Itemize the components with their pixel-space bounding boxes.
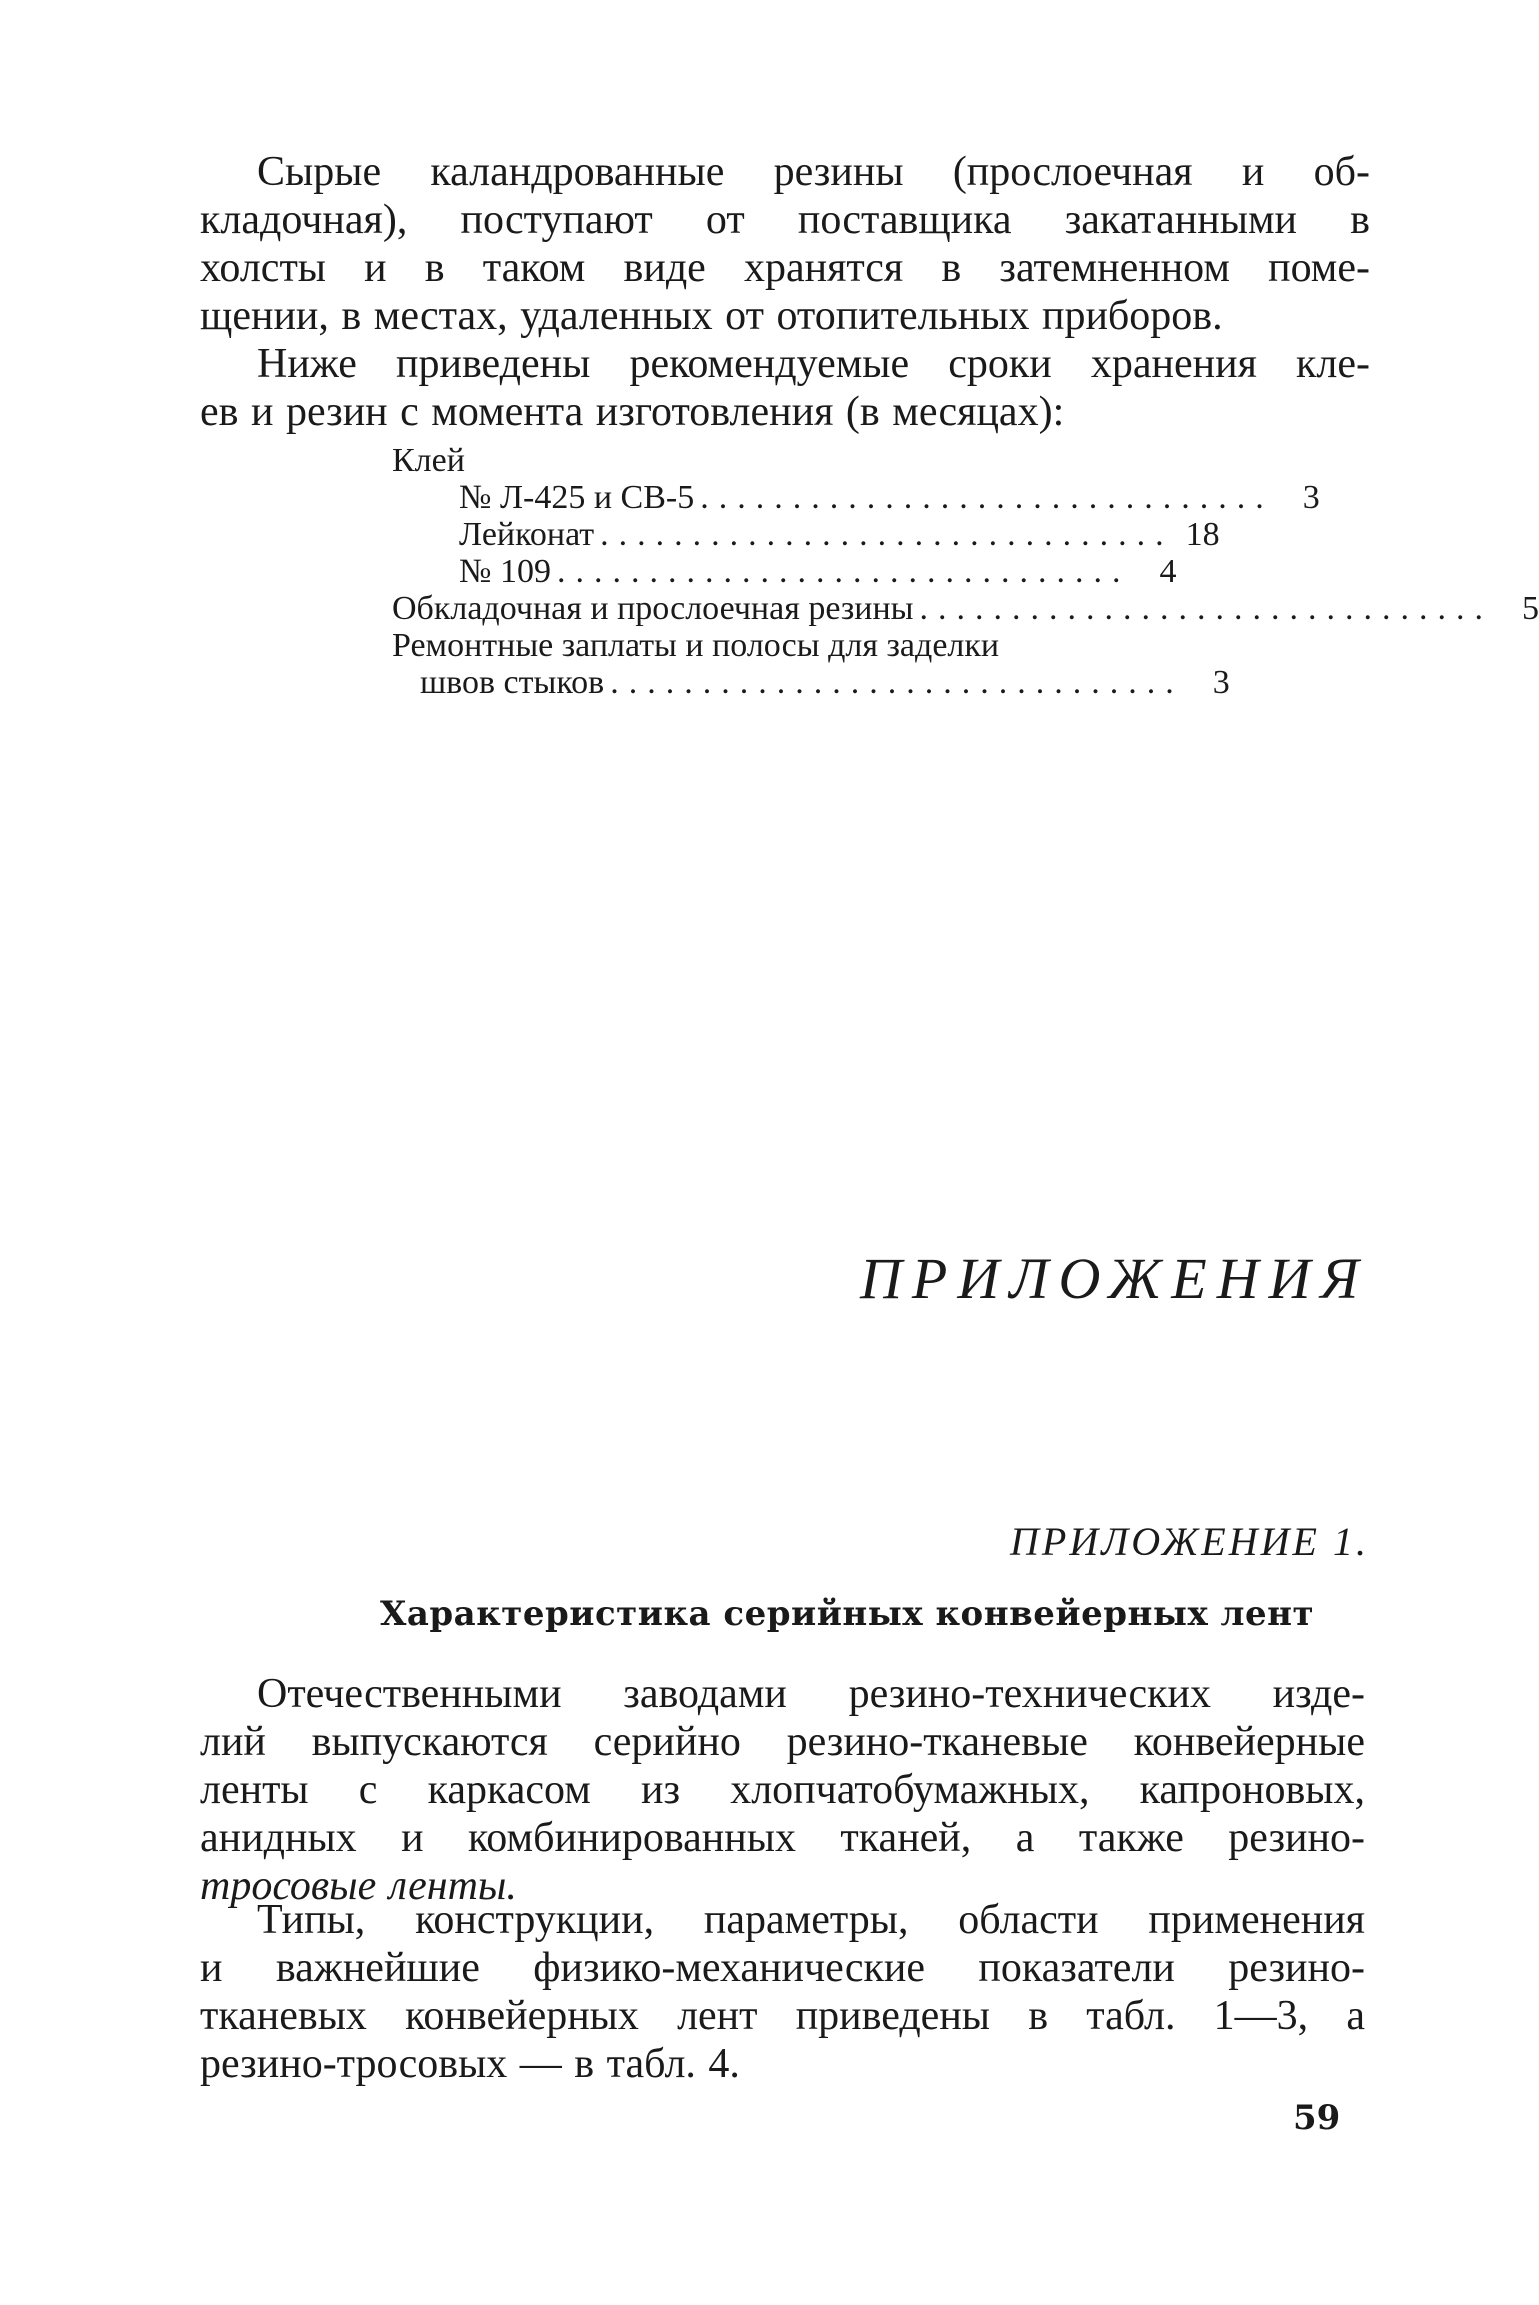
appendix-label: ПРИЛОЖЕНИЕ 1. xyxy=(1010,1519,1369,1564)
page-number: 59 xyxy=(1293,2098,1341,2138)
group-label: Клей xyxy=(392,442,465,479)
item-value: 3 xyxy=(1212,664,1230,701)
item-name: № Л-425 и СВ-5 xyxy=(459,479,695,516)
storage-row-patches xyxy=(392,664,1230,701)
text-line: ленты с каркасом из хлопчатобумажных, капроновых, xyxy=(200,1767,1365,1813)
dot-leader: ............................... xyxy=(700,479,1274,516)
item-value: 18 xyxy=(1185,516,1220,553)
dot-leader: ............................... xyxy=(610,664,1184,701)
text-line: кладочная), поступают от поставщика закатанными в xyxy=(200,197,1370,243)
body-paragraph-belts xyxy=(200,1670,1365,1910)
text-line: Отечественными заводами резино-технических изде- xyxy=(257,1671,1365,1717)
section-title: ПРИЛОЖЕНИЯ xyxy=(860,1246,1369,1311)
item-name: Лейконат xyxy=(459,516,595,553)
intro-paragraph-storage xyxy=(200,148,1370,340)
dot-leader: ............................... xyxy=(556,553,1131,590)
item-value: 4 xyxy=(1159,553,1177,590)
text-line: Ниже приведены рекомендуемые сроки хранения кле- xyxy=(257,341,1370,387)
text-line: тканевых конвейерных лент приведены в табл. 1—3, а xyxy=(200,1993,1365,2039)
dot-leader: ............................... xyxy=(600,516,1174,553)
item-name: Ремонтные заплаты и полосы для заделки xyxy=(392,627,1000,664)
storage-row-glue-109 xyxy=(392,553,1177,590)
storage-row-rubber xyxy=(392,590,1539,627)
item-name: № 109 xyxy=(459,553,551,590)
intro-paragraph-terms xyxy=(200,340,1370,436)
text-line: лий выпускаются серийно резино-тканевые конвейерные xyxy=(200,1719,1365,1765)
storage-row-glue-l425 xyxy=(392,479,1320,516)
storage-row-patches-label xyxy=(392,627,1142,664)
item-value: 5 xyxy=(1522,590,1539,627)
text-line: щении, в местах, удаленных от отопительных приборов. xyxy=(200,293,1223,339)
storage-terms-list xyxy=(392,442,1539,701)
text-line: тросовые ленты. xyxy=(200,1863,517,1909)
text-line: резино-тросовых — в табл. 4. xyxy=(200,2041,740,2087)
item-value: 3 xyxy=(1302,479,1320,516)
dot-leader: ............................... xyxy=(919,590,1494,627)
text-line: ев и резин с момента изготовления (в месяцах): xyxy=(200,389,1065,435)
appendix-heading: Характеристика серийных конвейерных лент xyxy=(380,1594,1315,1634)
text-line: анидных и комбинированных тканей, а также резино- xyxy=(200,1815,1365,1861)
item-name: швов стыков xyxy=(420,664,605,701)
storage-row-leikonat xyxy=(392,516,1220,553)
item-name: Обкладочная и прослоечная резины xyxy=(392,590,914,627)
storage-group-label xyxy=(392,442,1142,479)
text-line: и важнейшие физико-механические показатели резино- xyxy=(200,1945,1365,1991)
body-paragraph-tables xyxy=(200,1896,1365,2088)
text-line: Сырые каландрованные резины (прослоечная и об- xyxy=(257,149,1370,195)
text-line: холсты и в таком виде хранятся в затемненном поме- xyxy=(200,245,1370,291)
text-line: Типы, конструкции, параметры, области применения xyxy=(257,1897,1365,1943)
